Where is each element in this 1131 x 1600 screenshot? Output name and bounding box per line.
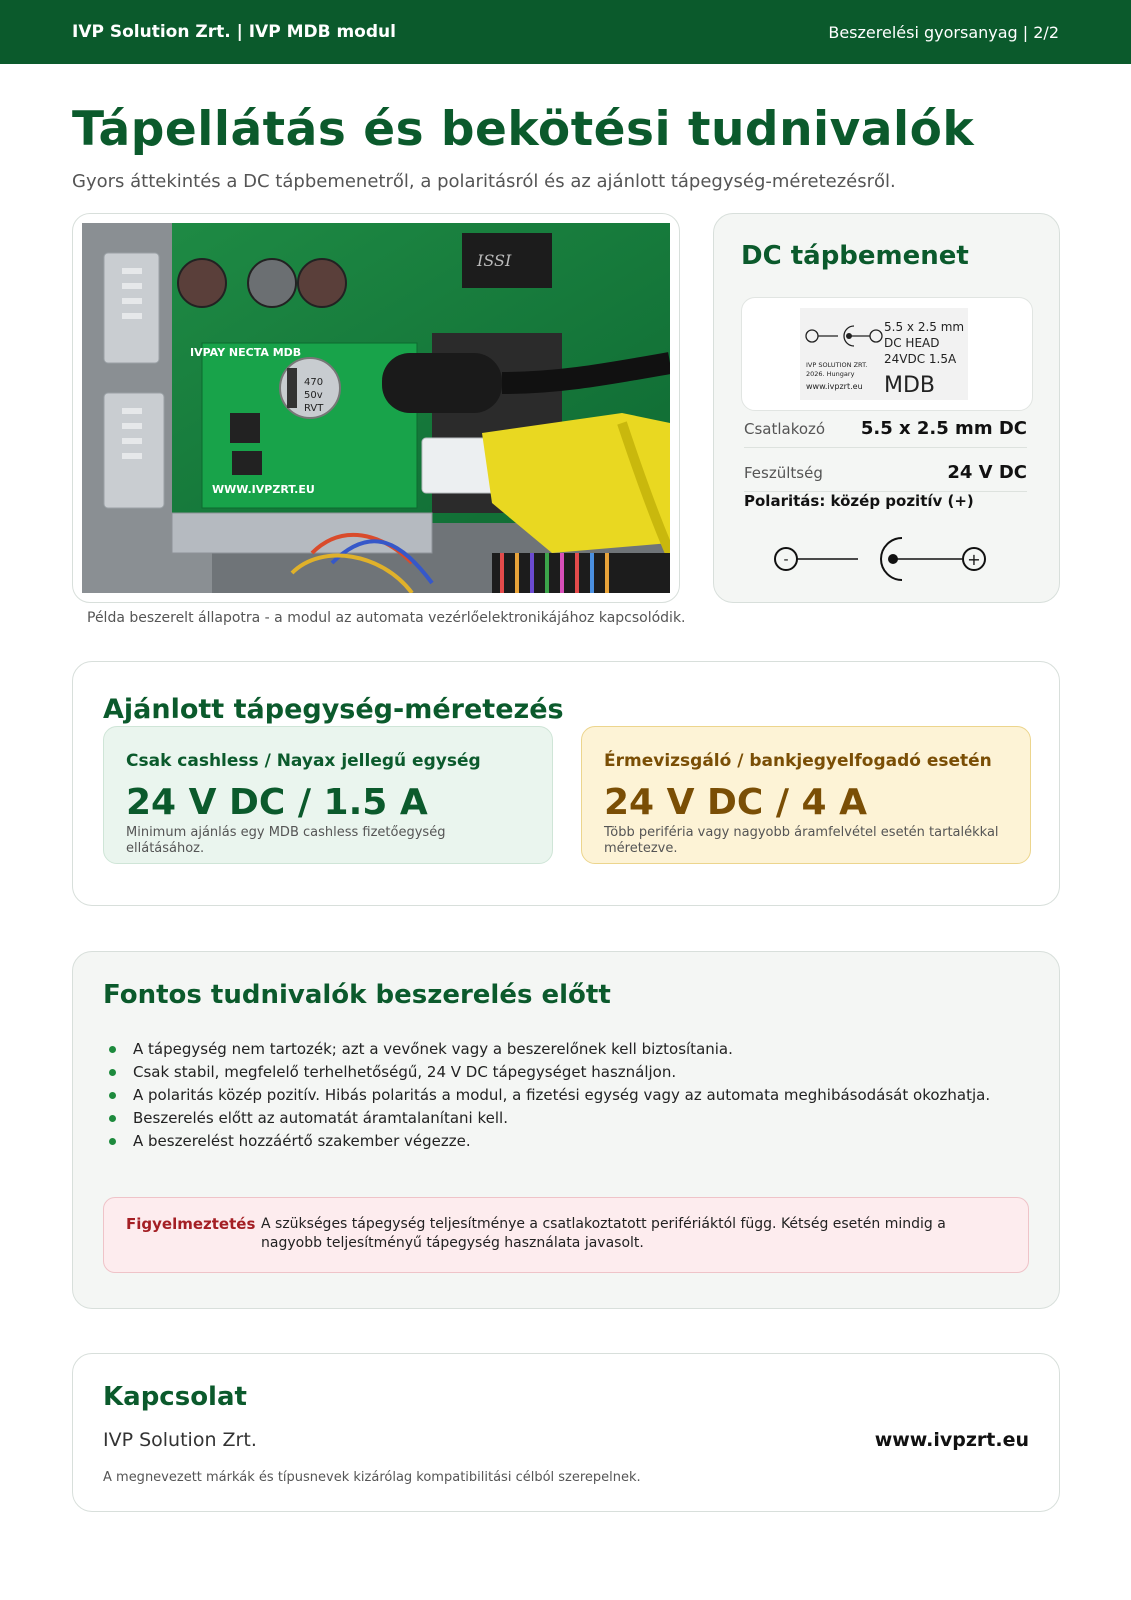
spec-value: 5.5 x 2.5 mm DC	[860, 418, 1027, 439]
installation-photo-card	[72, 213, 680, 603]
option-note: Minimum ajánlás egy MDB cashless fizetőegység ellátásához.	[126, 825, 446, 856]
spec-value: 24 V DC	[947, 462, 1027, 483]
warning-label: Figyelmeztetés	[126, 1215, 256, 1233]
psu-sizing-title: Ajánlott tápegység-méretezés	[103, 694, 564, 725]
bullet-icon	[109, 1138, 116, 1145]
option-note: Több periféria vagy nagyobb áramfelvétel esetén tartalékkal méretezve.	[604, 825, 999, 856]
list-item: A polaritás közép pozitív. Hibás polaritás a modul, a fizetési egység vagy az automata meghibásodását okozhatja.	[103, 1084, 990, 1107]
option-title: Csak cashless / Nayax jellegű egység	[126, 751, 481, 771]
header-page-info: Beszerelési gyorsanyag | 2/2	[828, 23, 1059, 42]
photo-website-text: WWW.IVPZRT.EU	[212, 483, 315, 496]
trademark-note: A megnevezett márkák és típusnevek kizárólag kompatibilitási célból szerepelnek.	[103, 1470, 641, 1485]
option-value: 24 V DC / 1.5 A	[126, 782, 428, 823]
option-coin-bill	[581, 726, 1031, 864]
top-header-bar	[0, 0, 1131, 64]
label-year: 2026. Hungary	[806, 370, 855, 378]
list-item: Beszerelés előtt az automatát áramtalanítani kell.	[103, 1107, 990, 1130]
important-title: Fontos tudnivalók beszerelés előtt	[103, 980, 611, 1010]
option-title: Érmevizsgáló / bankjegyelfogadó esetén	[604, 751, 992, 771]
label-head: DC HEAD	[884, 336, 940, 350]
page-title: Tápellátás és bekötési tudnivalók	[72, 102, 975, 157]
bullet-icon	[109, 1069, 116, 1076]
polarity-diagram	[774, 534, 994, 584]
product-label	[741, 297, 1033, 411]
header-brand: IVP Solution Zrt. | IVP MDB modul	[72, 22, 396, 42]
dc-input-title: DC tápbemenet	[741, 241, 969, 271]
photo-cap-text-2: 50v	[304, 390, 323, 401]
label-company: IVP SOLUTION ZRT.	[806, 361, 868, 369]
contact-website-link[interactable]: www.ivpzrt.eu	[874, 1429, 1029, 1451]
list-item: A tápegység nem tartozék; azt a vevőnek vagy a beszerelőnek kell biztosítania.	[103, 1038, 990, 1061]
spec-key: Csatlakozó	[744, 420, 826, 438]
important-notes-card	[72, 951, 1060, 1309]
label-web: www.ivpzrt.eu	[806, 382, 863, 391]
page-subtitle: Gyors áttekintés a DC tápbemenetről, a polaritásról és az ajánlott tápegység-méretezésről.	[72, 171, 896, 192]
spec-key: Feszültség	[744, 464, 823, 482]
photo-caption: Példa beszerelt állapotra - a modul az automata vezérlőelektronikájához kapcsolódik.	[87, 610, 686, 626]
installation-photo	[82, 223, 670, 593]
photo-chip-text: ISSI	[477, 251, 512, 270]
photo-cap-text-1: 470	[304, 377, 324, 388]
bullet-icon	[109, 1046, 116, 1053]
spec-row-connector	[744, 409, 1027, 448]
bullet-icon	[109, 1092, 116, 1099]
warning-box	[103, 1197, 1029, 1273]
label-size: 5.5 x 2.5 mm	[884, 320, 965, 334]
label-product: MDB	[884, 373, 936, 398]
spec-row-voltage	[744, 453, 1027, 492]
option-cashless	[103, 726, 553, 864]
warning-text: A szükséges tápegység teljesítménye a csatlakoztatott perifériáktól függ. Kétség esetén mindig a nagyobb teljesítményű tápegység használata javasolt.	[261, 1216, 946, 1251]
dc-input-card	[713, 213, 1060, 603]
list-item: A beszerelést hozzáértő szakember végezze.	[103, 1130, 990, 1153]
polarity-text: Polaritás: közép pozitív (+)	[744, 492, 974, 510]
list-item: Csak stabil, megfelelő terhelhetőségű, 24 V DC tápegységet használjon.	[103, 1061, 990, 1084]
plus-symbol: +	[967, 550, 981, 569]
psu-sizing-card	[72, 661, 1060, 906]
minus-symbol: -	[783, 552, 789, 568]
label-rating: 24VDC 1.5A	[884, 352, 957, 366]
contact-title: Kapcsolat	[103, 1382, 247, 1412]
important-list	[103, 1038, 990, 1153]
option-value: 24 V DC / 4 A	[604, 782, 867, 823]
contact-company: IVP Solution Zrt.	[103, 1429, 257, 1451]
contact-card	[72, 1353, 1060, 1512]
photo-module-text: IVPAY NECTA MDB	[190, 346, 302, 359]
photo-cap-text-3: RVT	[304, 403, 324, 414]
bullet-icon	[109, 1115, 116, 1122]
